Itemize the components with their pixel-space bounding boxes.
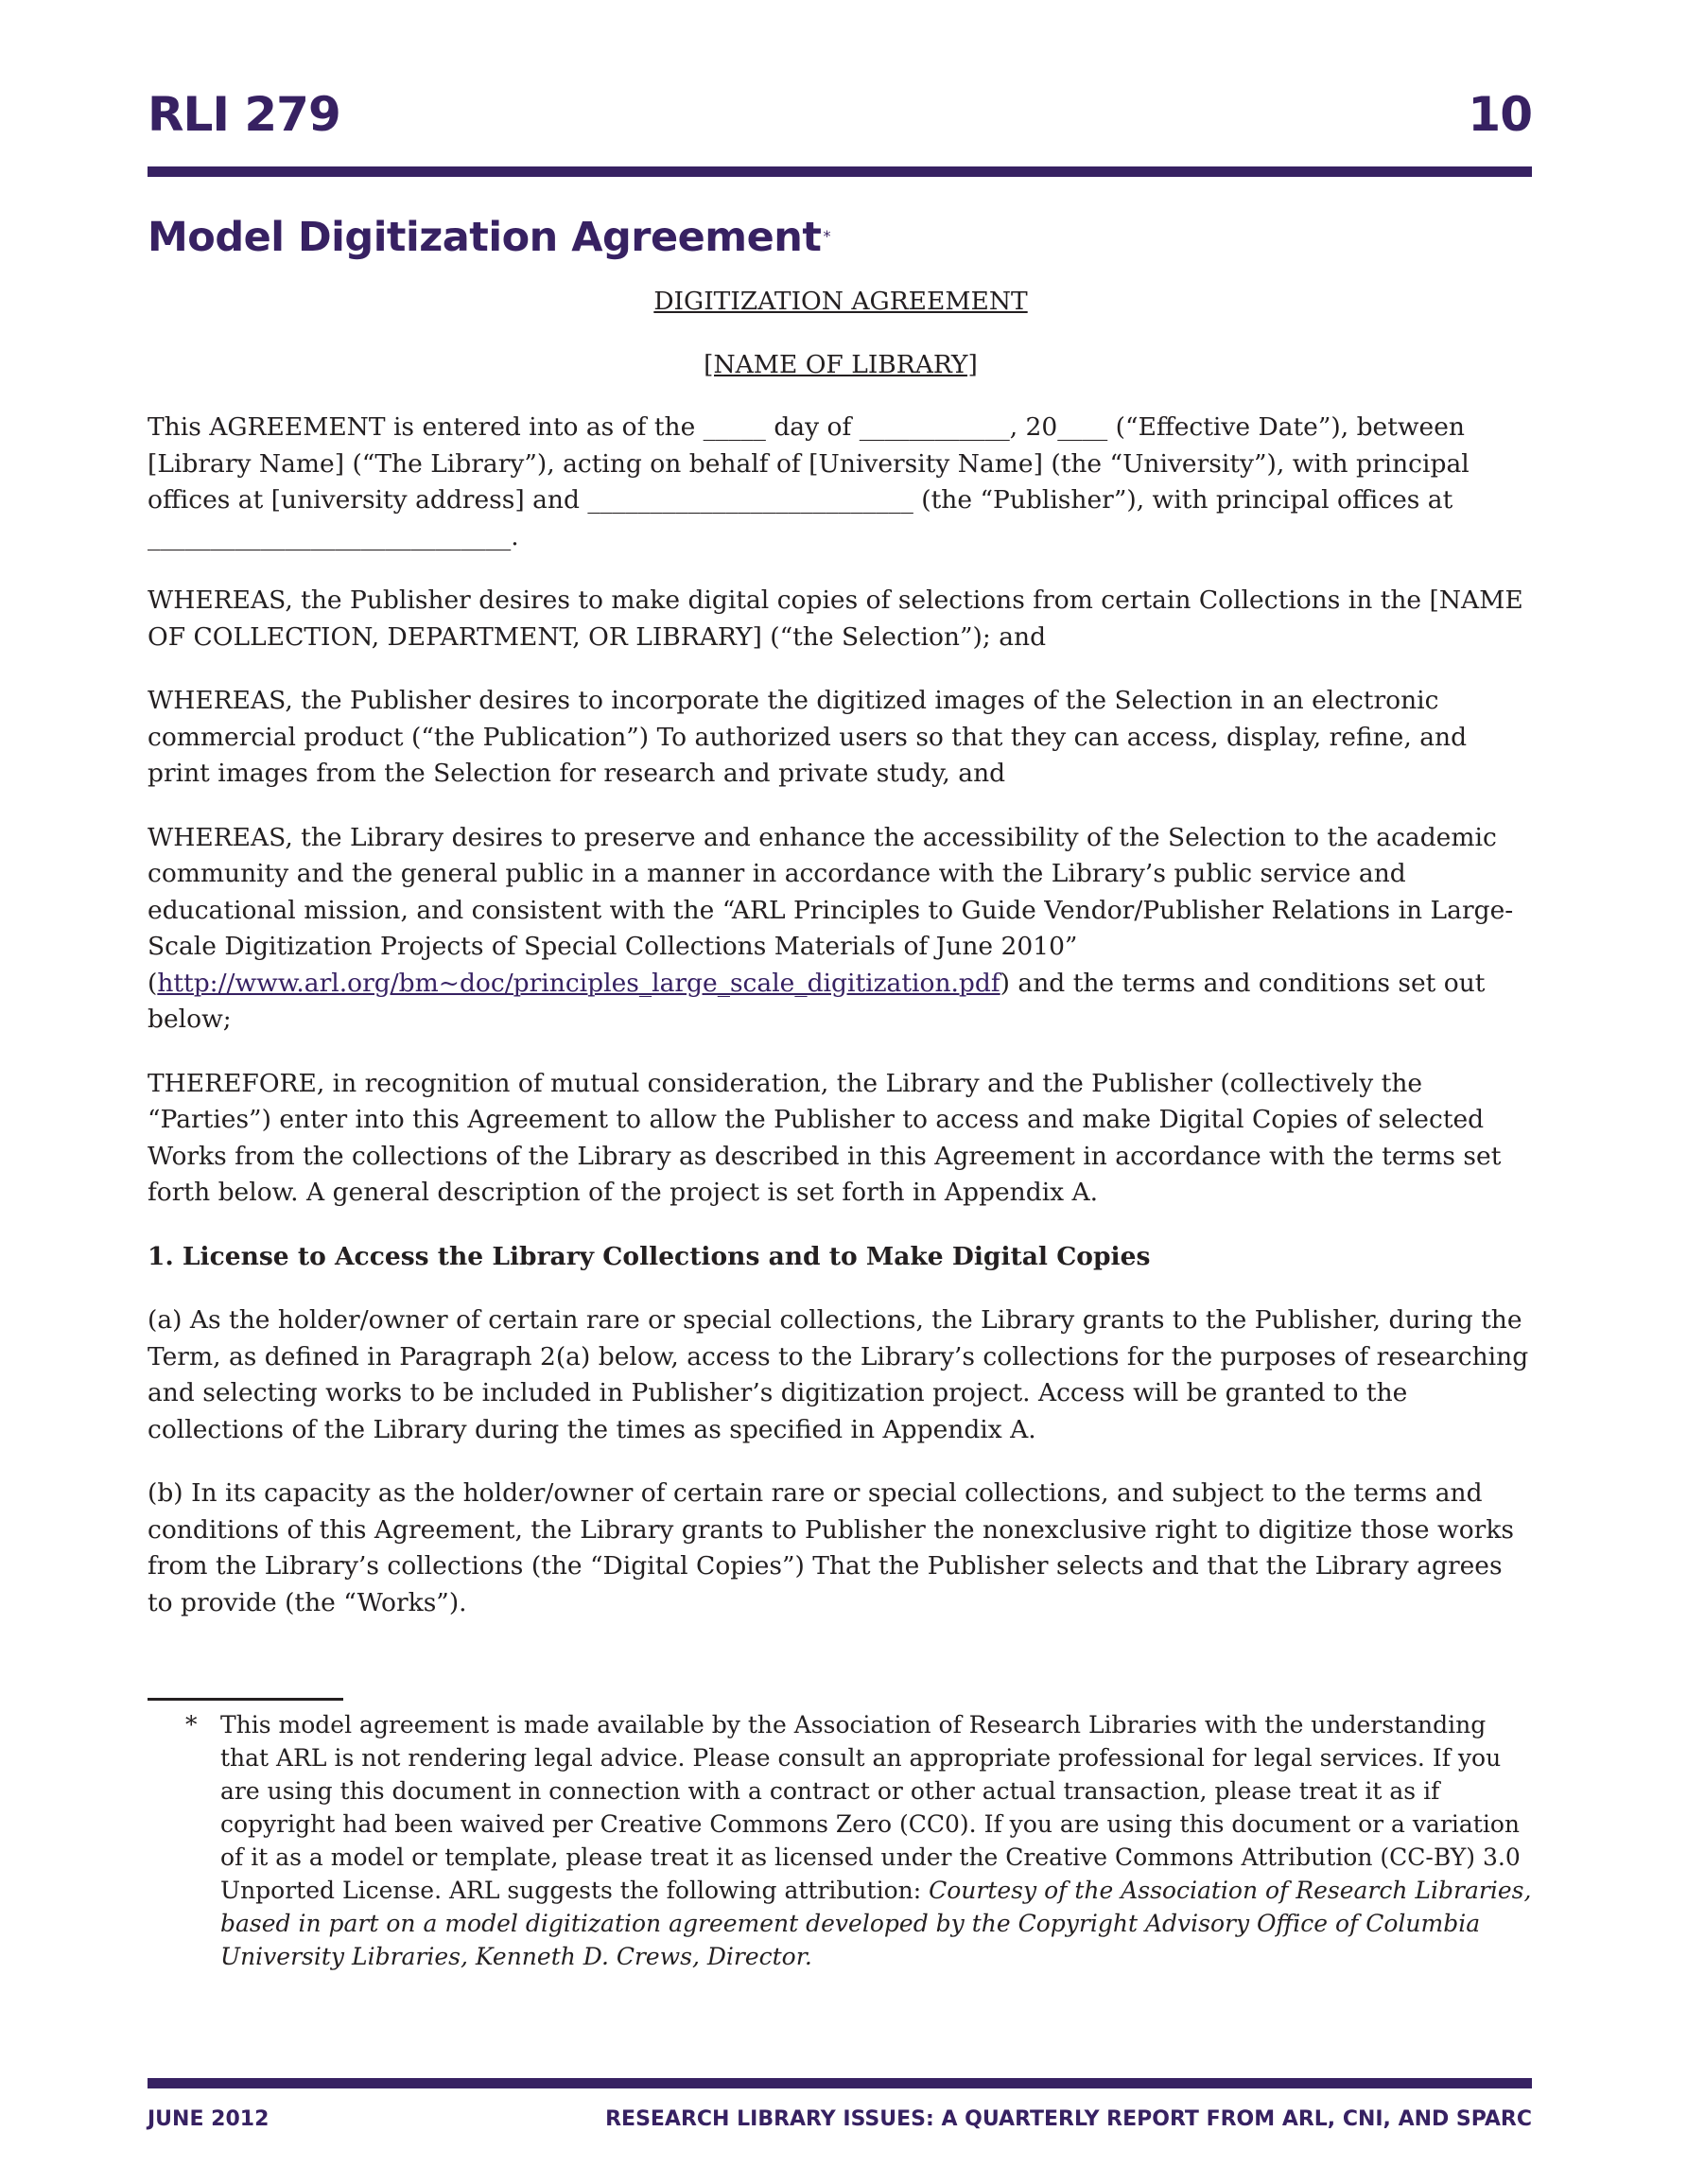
page-number: 10 — [1468, 87, 1532, 142]
footer-date: JUNE 2012 — [148, 2107, 270, 2131]
footnote-text: This model agreement is made available by the Association of Research Libraries with the understanding that ARL is not rendering legal advice. Please consult an appropriate professional for legal services. If you are using this document in connection with a contract or other actual transaction, please treat it as if copyright had been waived per Creative Commons Zero (CC0). If you are using this document or a variation of it as a model or template, please treat it as licensed under the Creative Commons Attribution (CC-BY) 3.0 Unported License. ARL suggests the following attribution: — [220, 1711, 1521, 1904]
arl-principles-link[interactable]: http://www.arl.org/bm~doc/principles_large_scale_digitization.pdf — [157, 968, 1000, 998]
agreement-heading: DIGITIZATION AGREEMENT — [653, 287, 1028, 316]
title-footnote-marker: * — [823, 227, 830, 245]
section-1b-paragraph: (b) In its capacity as the holder/owner of certain rare or special collections, and subject to the terms and conditions of this Agreement, the Library grants to Publisher the nonexclusive right to digitize those works from the Library’s collections (the “Digital Copies”) That the Publisher selects and that the Library agrees to provide (the “Works”). — [148, 1478, 1514, 1617]
agreement-body — [148, 284, 1534, 1649]
publication-id: RLI 279 — [148, 87, 340, 142]
footnote — [185, 1708, 1538, 1973]
library-name-placeholder: [NAME OF LIBRARY] — [704, 349, 978, 379]
section-1-heading: 1. License to Access the Library Collections and to Make Digital Copies — [148, 1241, 1151, 1271]
footer-series: RESEARCH LIBRARY ISSUES: A QUARTERLY REPORT FROM ARL, CNI, AND SPARC — [605, 2107, 1532, 2131]
header-rule — [148, 166, 1532, 177]
page-header — [148, 87, 1532, 153]
page-title-text: Model Digitization Agreement — [148, 214, 822, 261]
whereas-paragraph-3: WHEREAS, the Library desires to preserve and enhance the accessibility of the Selection to the academic community and the general public in a manner in accordance with the Library’s public service and educational mission, and consistent with the “ARL Principles to Guide Vendor/Publisher Relations in Large-Scale Digitization Projects of Special Collections Materials of June 2010” (http://www.arl.org/bm~doc/principles_large_scale_digitization.pdf) and the terms and conditions set out below; — [148, 822, 1514, 1034]
whereas-paragraph-2: WHEREAS, the Publisher desires to incorporate the digitized images of the Selection in an electronic commercial product (“the Publication”) To authorized users so that they can access, display, refine, and print images from the Selection for research and private study, and — [148, 686, 1468, 788]
footnote-attribution: Courtesy of the Association of Research Libraries, based in part on a model digitization agreement developed by the Copyright Advisory Office of Columbia University Libraries, Kenneth D. Crews, Director. — [220, 1877, 1532, 1970]
preamble-paragraph: This AGREEMENT is entered into as of the _____ day of ____________, 20____ (“Effective Date”), between [Library Name] (“The Library”), acting on behalf of [University Name] (the “University”), with principal offices at [university address] and __________________________ (the “Publisher”), with principal offices at _____________________________. — [148, 412, 1470, 551]
footnote-divider — [148, 1698, 343, 1701]
footer-rule — [148, 2078, 1532, 2088]
footnote-marker: * — [185, 1711, 198, 1738]
therefore-paragraph: THEREFORE, in recognition of mutual consideration, the Library and the Publisher (collectively the “Parties”) enter into this Agreement to allow the Publisher to access and make Digital Copies of selected Works from the collections of the Library as described in this Agreement in accordance with the terms set forth below. A general description of the project is set forth in Appendix A. — [148, 1068, 1502, 1207]
section-1a-paragraph: (a) As the holder/owner of certain rare or special collections, the Library grants to the Publisher, during the Term, as defined in Paragraph 2(a) below, access to the Library’s collections for the purposes of researching and selecting works to be included in Publisher’s digitization project. Access will be granted to the collections of the Library during the times as specified in Appendix A. — [148, 1305, 1529, 1444]
page-title — [148, 214, 830, 261]
whereas-paragraph-1: WHEREAS, the Publisher desires to make digital copies of selections from certain Collections in the [NAME OF COLLECTION, DEPARTMENT, OR LIBRARY] (“the Selection”); and — [148, 585, 1523, 652]
